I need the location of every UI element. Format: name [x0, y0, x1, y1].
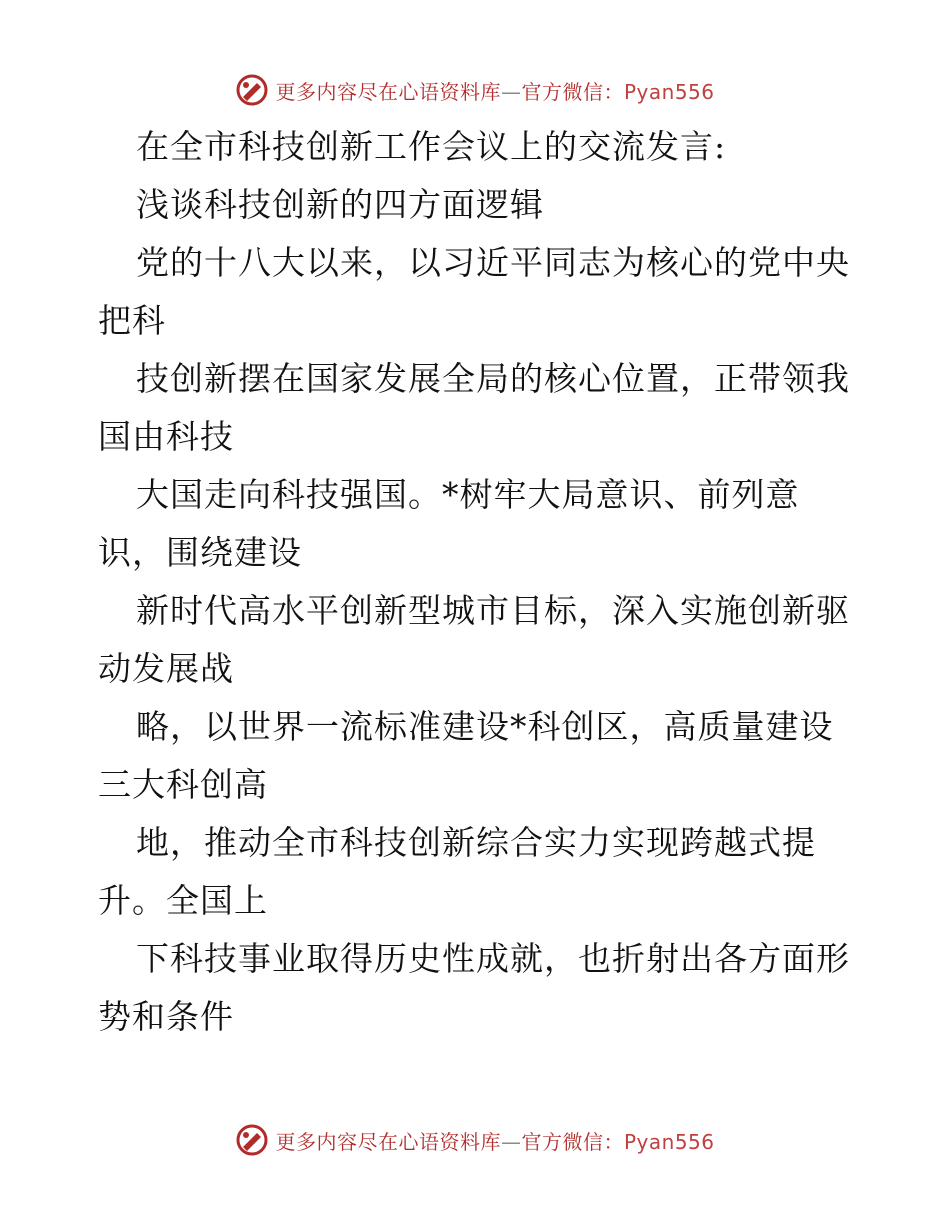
header-banner-text: 更多内容尽在心语资料库—官方微信：Pyan556	[275, 79, 715, 104]
paragraph-line: 下科技事业取得历史性成就，也折射出各方面形	[136, 939, 850, 978]
document-body	[98, 118, 858, 1046]
paragraph-line: 动发展战	[98, 649, 234, 688]
footer-banner-text: 更多内容尽在心语资料库—官方微信：Pyan556	[275, 1129, 715, 1154]
paragraph-line: 大国走向科技强国。*树牢大局意识、前列意	[136, 475, 800, 514]
wechat-handle: Pyan556	[623, 1129, 715, 1154]
paragraph-line: 新时代高水平创新型城市目标，深入实施创新驱	[136, 591, 850, 630]
paragraph-line: 国由科技	[98, 417, 234, 456]
document-subtitle: 浅谈科技创新的四方面逻辑	[136, 185, 544, 224]
paragraph-line: 党的十八大以来，以习近平同志为核心的党中央	[136, 243, 850, 282]
paragraph-line: 升。全国上	[98, 881, 268, 920]
pen-logo-icon	[235, 73, 269, 107]
paragraph-line: 三大科创高	[98, 765, 268, 804]
paragraph-line: 技创新摆在国家发展全局的核心位置，正带领我	[136, 359, 850, 398]
pen-logo-icon	[235, 1123, 269, 1157]
paragraph-line: 势和条件	[98, 997, 234, 1036]
wechat-handle: Pyan556	[623, 79, 715, 104]
paragraph-line: 地，推动全市科技创新综合实力实现跨越式提	[136, 823, 816, 862]
document-title: 在全市科技创新工作会议上的交流发言:	[136, 127, 727, 166]
paragraph-line: 略，以世界一流标准建设*科创区，高质量建设	[136, 707, 834, 746]
paragraph-line: 识，围绕建设	[98, 533, 302, 572]
header-banner	[0, 70, 950, 110]
footer-banner	[0, 1120, 950, 1160]
paragraph-line: 把科	[98, 301, 166, 340]
